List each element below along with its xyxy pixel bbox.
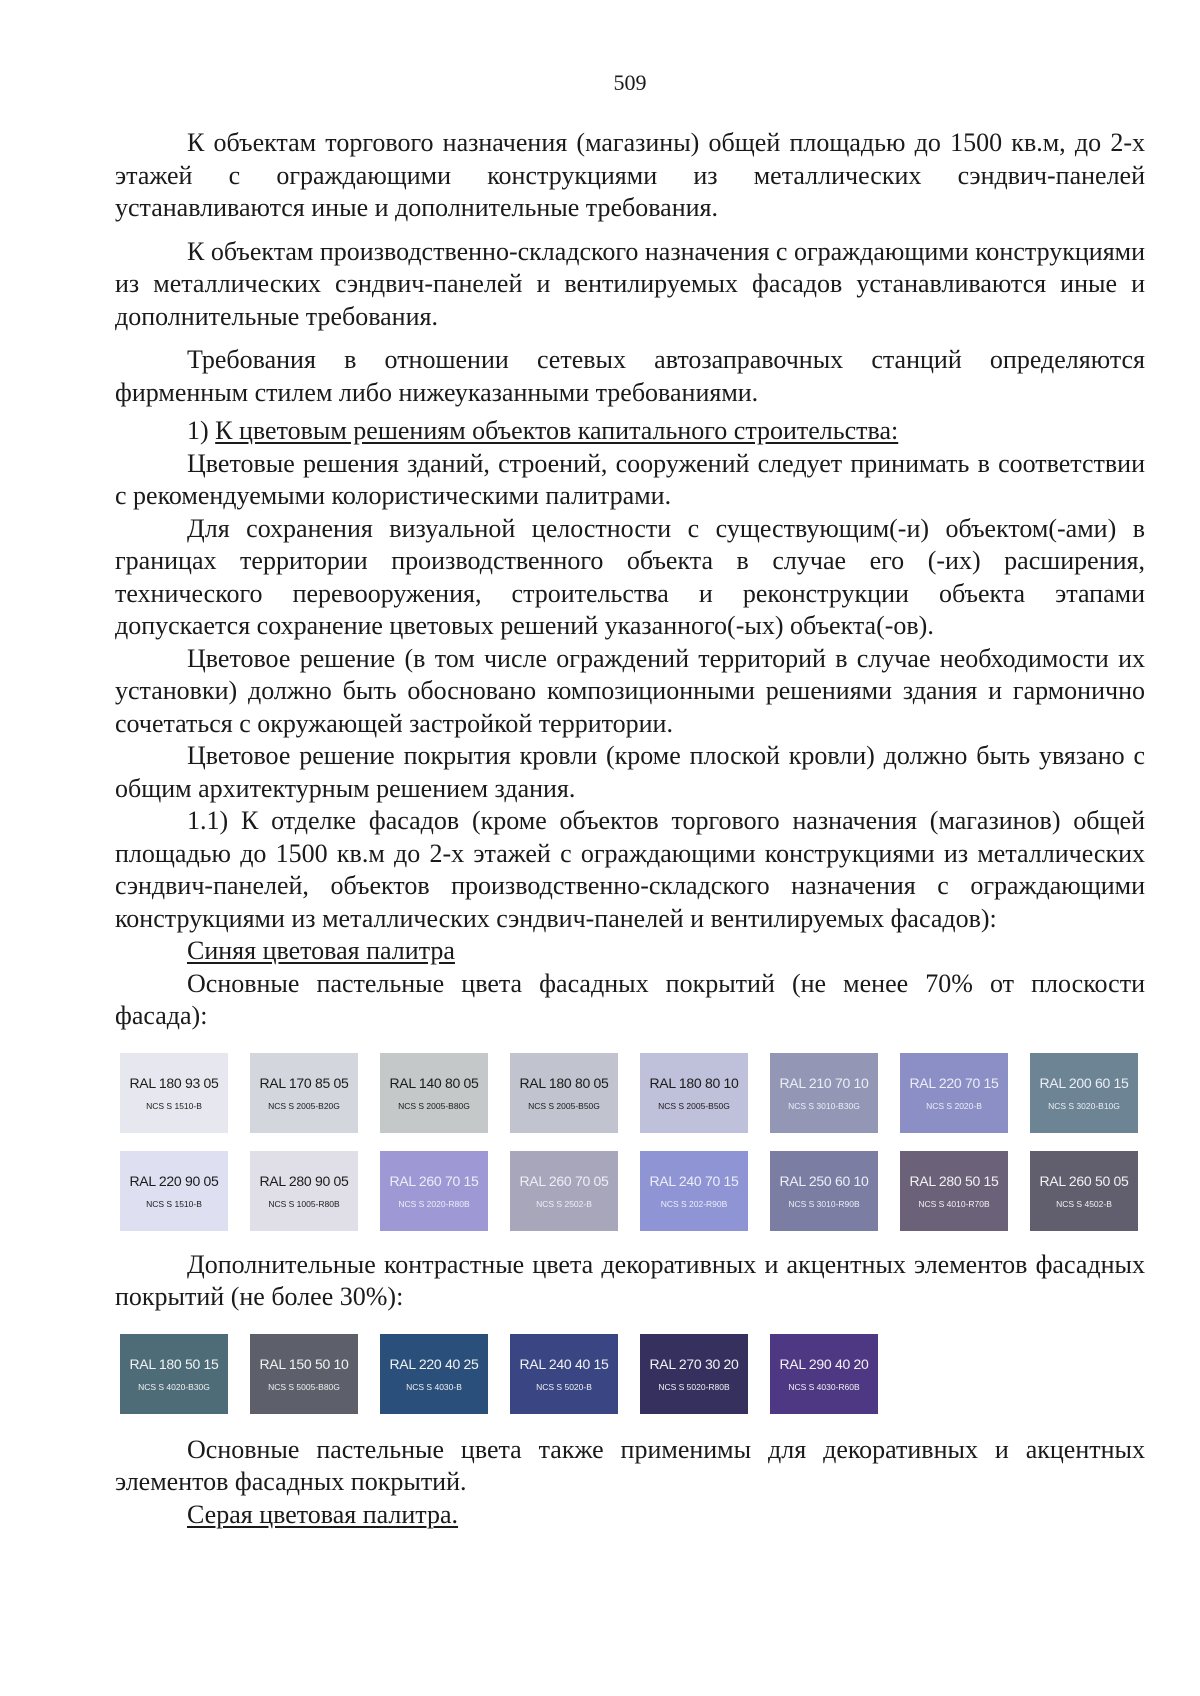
swatch-ncs-code: NCS S 4502-B: [1056, 1198, 1112, 1209]
blue-palette-heading: [115, 935, 1145, 968]
paragraph-gas-stations: Требования в отношении сетевых автозаправочных станций определяются фирменным стилем либо нижеуказанными требованиями.: [115, 345, 1145, 407]
paragraph-roof-colors: Цветовое решение покрытия кровли (кроме плоской кровли) должно быть увязано с общим архитектурным решением здания.: [115, 741, 1145, 803]
color-swatch: [900, 1151, 1008, 1231]
color-swatch: [120, 1053, 228, 1133]
paragraph-fence-colors: Цветовое решение (в том числе ограждений территорий в случае необходимости их установки) должно быть обосновано композиционными решениями здания и гармонично сочетаться с окружающей застройкой территории.: [115, 643, 1145, 738]
swatch-ncs-code: NCS S 5020-B: [536, 1381, 592, 1392]
swatch-ral-code: RAL 210 70 10: [779, 1074, 869, 1091]
swatch-ral-code: RAL 260 70 05: [519, 1172, 609, 1189]
swatch-ncs-code: NCS S 3020-B10G: [1048, 1100, 1120, 1111]
swatch-ral-code: RAL 240 70 15: [649, 1172, 739, 1189]
swatch-ral-code: RAL 220 70 15: [909, 1074, 999, 1091]
color-swatch: [510, 1053, 618, 1133]
color-swatch: [380, 1151, 488, 1231]
blue-palette-heading-text: Синяя цветовая палитра: [187, 936, 455, 965]
color-swatch: [380, 1334, 488, 1414]
page-number: 509: [613, 70, 647, 95]
paragraph-visual-integrity: Для сохранения визуальной целостности с существующим(-и) объектом(-ами) в границах территории производственного объекта в случае его (-их) расширения, технического перевооружения, строительства и реконструкции объекта этапами допускается сохранение цветовых решений указанного(-ых) объекта(-ов).: [115, 513, 1145, 640]
swatch-ncs-code: NCS S 2005-B50G: [658, 1100, 730, 1111]
color-swatch: [250, 1151, 358, 1231]
swatch-ral-code: RAL 140 80 05: [389, 1074, 479, 1091]
swatch-ncs-code: NCS S 4030-R60B: [788, 1381, 860, 1392]
swatch-ncs-code: NCS S 202-R90B: [660, 1198, 728, 1209]
paragraph-main-colors-applicable: Основные пастельные цвета также применимы для декоративных и акцентных элементов фасадных покрытий.: [115, 1434, 1145, 1496]
swatch-ncs-code: NCS S 4030-B: [406, 1381, 462, 1392]
accent-swatches-row: [120, 1334, 1145, 1414]
swatch-ral-code: RAL 170 85 05: [259, 1074, 349, 1091]
color-swatch: [250, 1053, 358, 1133]
swatch-ral-code: RAL 280 50 15: [909, 1172, 999, 1189]
swatch-ncs-code: NCS S 5005-B80G: [268, 1381, 340, 1392]
swatch-ncs-code: NCS S 3010-B30G: [788, 1100, 860, 1111]
swatch-ncs-code: NCS S 2005-B20G: [268, 1100, 340, 1111]
section-title: К цветовым решениям объектов капитального строительства:: [215, 416, 899, 445]
color-swatch: [120, 1334, 228, 1414]
swatch-ncs-code: NCS S 2005-B80G: [398, 1100, 470, 1111]
paragraph-accent-colors: Дополнительные контрастные цвета декоративных и акцентных элементов фасадных покрытий (не более 30%):: [115, 1249, 1145, 1311]
swatch-ncs-code: NCS S 3010-R90B: [788, 1198, 860, 1209]
color-swatch: [900, 1053, 1008, 1133]
swatch-ral-code: RAL 180 80 05: [519, 1074, 609, 1091]
swatch-ncs-code: NCS S 2020-B: [926, 1100, 982, 1111]
swatch-ral-code: RAL 180 93 05: [129, 1074, 219, 1091]
swatch-ral-code: RAL 180 80 10: [649, 1074, 739, 1091]
swatch-ral-code: RAL 250 60 10: [779, 1172, 869, 1189]
color-swatch: [380, 1053, 488, 1133]
color-swatch: [770, 1053, 878, 1133]
swatch-ral-code: RAL 150 50 10: [259, 1355, 349, 1372]
grey-palette-heading-text: Серая цветовая палитра.: [187, 1499, 459, 1529]
paragraph-color-palettes: Цветовые решения зданий, строений, сооружений следует принимать в соответствии с рекомендуемыми колористическими палитрами.: [115, 448, 1145, 510]
paragraph-main-colors: Основные пастельные цвета фасадных покрытий (не менее 70% от плоскости фасада):: [115, 968, 1145, 1030]
main-swatches-row-2: [120, 1151, 1145, 1231]
swatch-ncs-code: NCS S 4020-B30G: [138, 1381, 210, 1392]
swatch-ncs-code: NCS S 2020-R80B: [398, 1198, 470, 1209]
color-swatch: [640, 1053, 748, 1133]
color-swatch: [250, 1334, 358, 1414]
swatch-ral-code: RAL 280 90 05: [259, 1172, 349, 1189]
swatch-ncs-code: NCS S 2502-B: [536, 1198, 592, 1209]
swatch-ral-code: RAL 220 40 25: [389, 1355, 479, 1372]
paragraph-facade-finishing: 1.1) К отделке фасадов (кроме объектов торгового назначения (магазинов) общей площадью до 1500 кв.м до 2-х этажей с ограждающими конструкциями из металлических сэндвич-панелей, объектов производственно-складского назначения с ограждающими конструкциями из металлических сэндвич-панелей и вентилируемых фасадов):: [115, 806, 1145, 933]
grey-palette-heading: [115, 1499, 1145, 1532]
color-swatch: [770, 1334, 878, 1414]
swatch-ral-code: RAL 260 70 15: [389, 1172, 479, 1189]
swatch-ncs-code: NCS S 1510-B: [146, 1100, 202, 1111]
document-body: [115, 127, 1145, 1531]
swatch-ral-code: RAL 200 60 15: [1039, 1074, 1129, 1091]
color-swatch: [640, 1334, 748, 1414]
swatch-ral-code: RAL 270 30 20: [649, 1355, 739, 1372]
swatch-ncs-code: NCS S 1510-B: [146, 1198, 202, 1209]
color-swatch: [1030, 1053, 1138, 1133]
color-swatch: [510, 1151, 618, 1231]
swatch-ncs-code: NCS S 4010-R70B: [918, 1198, 990, 1209]
swatch-ral-code: RAL 180 50 15: [129, 1355, 219, 1372]
main-swatches-row-1: [120, 1053, 1145, 1133]
swatch-ncs-code: NCS S 5020-R80B: [658, 1381, 730, 1392]
color-swatch: [640, 1151, 748, 1231]
swatch-ral-code: RAL 290 40 20: [779, 1355, 869, 1372]
swatch-ral-code: RAL 240 40 15: [519, 1355, 609, 1372]
swatch-ncs-code: NCS S 2005-B50G: [528, 1100, 600, 1111]
color-swatch: [770, 1151, 878, 1231]
color-swatch: [120, 1151, 228, 1231]
color-swatch: [1030, 1151, 1138, 1231]
swatch-ral-code: RAL 260 50 05: [1039, 1172, 1129, 1189]
swatch-ral-code: RAL 220 90 05: [129, 1172, 219, 1189]
section-heading-color-solutions: [115, 415, 1145, 448]
swatch-ncs-code: NCS S 1005-R80B: [268, 1198, 340, 1209]
color-swatch: [510, 1334, 618, 1414]
paragraph-trade-objects: К объектам торгового назначения (магазины) общей площадью до 1500 кв.м, до 2-х этажей с ограждающими конструкциями из металлических сэндвич-панелей устанавливаются иные и дополнительные требования.: [115, 128, 1145, 222]
paragraph-warehouse-objects: К объектам производственно-складского назначения с ограждающими конструкциями из металлических сэндвич-панелей и вентилируемых фасадов устанавливаются иные и дополнительные требования.: [115, 236, 1146, 331]
section-number: 1): [187, 416, 209, 445]
